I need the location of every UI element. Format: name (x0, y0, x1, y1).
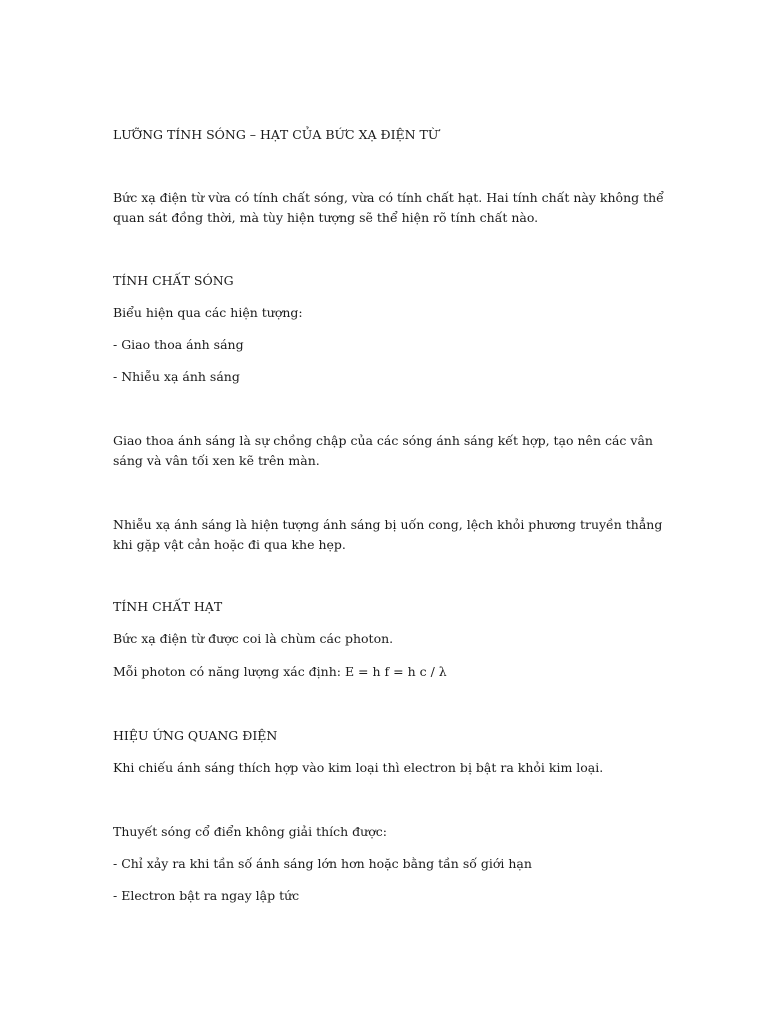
wave-heading: TÍNH CHẤT SÓNG (113, 273, 234, 288)
wave-lead: Biểu hiện qua các hiện tượng: (113, 305, 303, 320)
diffraction-paragraph: Nhiễu xạ ánh sáng là hiện tượng ánh sáng bị uốn cong, lệch khỏi phương truyền thẳng khi gặp vật cản hoặc đi qua khe hẹp. (113, 517, 663, 552)
document-title: LƯỠNG TÍNH SÓNG – HẠT CỦA BỨC XẠ ĐIỆN TỪ (113, 127, 439, 142)
photoelectric-heading: HIỆU ỨNG QUANG ĐIỆN (113, 728, 278, 743)
list-item: - Chỉ xảy ra khi tần số ánh sáng lớn hơn hoặc bằng tần số giới hạn (113, 856, 532, 871)
photon-energy-line: Mỗi photon có năng lượng xác định: E = h f = h c / λ (113, 664, 447, 679)
classical-theory-lead: Thuyết sóng cổ điển không giải thích được: (113, 824, 387, 839)
photon-line: Bức xạ điện từ được coi là chùm các photon. (113, 631, 394, 646)
interference-paragraph: Giao thoa ánh sáng là sự chồng chập của các sóng ánh sáng kết hợp, tạo nên các vân sáng và vân tối xen kẽ trên màn. (113, 433, 653, 468)
list-item: - Electron bật ra ngay lập tức (113, 888, 300, 903)
particle-heading: TÍNH CHẤT HẠT (113, 599, 223, 614)
list-item: - Nhiễu xạ ánh sáng (113, 369, 240, 384)
photoelectric-text: Khi chiếu ánh sáng thích hợp vào kim loại thì electron bị bật ra khỏi kim loại. (113, 760, 604, 775)
intro-paragraph: Bức xạ điện từ vừa có tính chất sóng, vừa có tính chất hạt. Hai tính chất này không thể quan sát đồng thời, mà tùy hiện tượng sẽ thể hiện rõ tính chất nào. (113, 190, 664, 225)
list-item: - Giao thoa ánh sáng (113, 337, 244, 352)
